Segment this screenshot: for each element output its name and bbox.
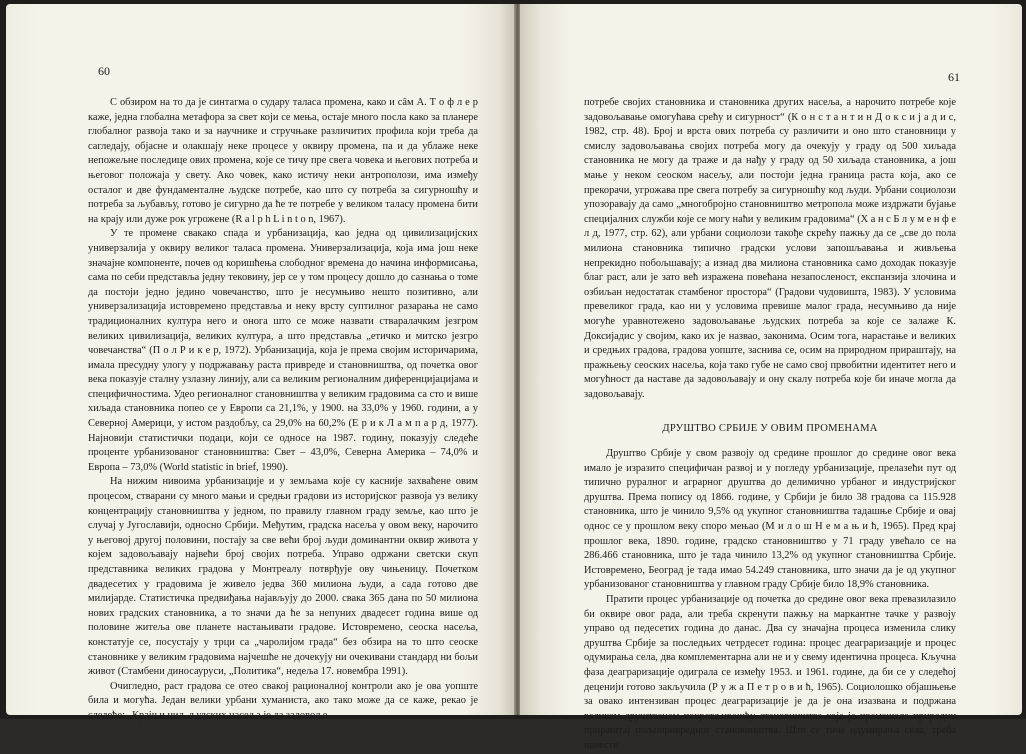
paragraph: потребе својих становника и становника других насеља, а нарочито потребе које задовољавање омогућава срећу и сигурност“ (К о н с т а н т и н Д о к с и ј а д и с, 1982, стр. 48). Број и врста ових потреба су различити и оно што становници у смислу задовољавања својих потреба могу да очекују у граду од 500 хиљада становника не могу да траже и да нађу у граду од 50 хиљада становника, а још мање у неком сеоском насељу, али постоји једна граница раста која, ако се прекорачи, угрожава пре свега потребу за сигурношћу код људи. Урбани социолози упозоравају да само „многобројно становништво метропола може издржати бујање специјалних служби које се могу наћи у великим градовима“ (Х а н с Б л у м е н ф е л д, 1977, стр. 62), али урбани социолози такође скрећу пажњу да се „све до пола милиона становника типично градски услови запошљавања и живљења непрекидно побољшавају; а изнад два милиона становника само доходак показује благ раст, али је зато већ изражена повећана незапосленост, експанзија злочина и озбиљан недостатак стамбеног простора“ (Градови чудовишта, 1983). У условима превеликог града, као ни у условима превише малог града, несумњиво да није могуће уравнотежено задовољавање људских потреба за које се залаже К. Доксијадис у својим, како их је назвао, законима. Осим тога, нарастање и великих и средњих градова, градова уопште, заснива се, осим на природном прираштају, на пражњењу сеоских насеља, која тако губе не само свој првобитни идентитет него и могућност да наставе да задовољавају и ону скалу потреба које би иначе могла да задовољавају. xyxy=(584,97,956,400)
page-number: 60 xyxy=(98,64,110,78)
paragraph: У те промене свакако спада и урбанизација, као једна од цивилизацијских универзалија у оквиру великог таласа промена. Универзализација, која има још неке значајне компоненте, почев од коришћења слободног времена до начина информисања, сама по себи представља једну тековину, јер се у том процесу дошло до сазнања о томе да постоји једно једино човечанство, што је несумњиво нешто позитивно, али универзализација истовремено представља и неку врсту суптилног разарања не само традиционалних култура него и онога што се може назвати стваралачким језгром великих цивилизација, великих култура, а што представља „етичко и митско језгро човечанства“ (П о л Р и к е р, 1972). Урбанизација, која је према својим историчарима, имала пресудну улогу у подржавању раста привреде и становништва, од почетка овог века показује сталну узлазну линију, али са великим регионалним диференцијацијама и специфичностима. Удео регионалног становништва у великим градовима са сто и више хиљада становника попео се у Европи са 21,1%, у 1900. на 33,0% у 1960. години, а у Северној Америци, у истом раздобљу, са 29,0% на 60,2% (Е р и к Л а м п а р д, 1977). Најновији статистички подаци, који се односе на 1987. годину, показују следеће проценте урбанизованог становништва: Свет – 43,0%, Северна Америка – 74,0% и Европа – 73,0% (World statistic in brief, 1990). xyxy=(88,228,478,473)
paragraph: Пратити процес урбанизације од почетка до средине овог века превазилазило би оквире овог рада, али треба скренути пажњу на маркантне тачке у развоју управо од педесетих година до данас. Два су значајна процеса изменила слику друштва Србије за последњих четрдесет година: процес деаграризације и процес одумирања села, два комплементарна али не и у свему идентична процеса. Кључна фаза деаграризације одиграла се између 1953. и 1961. године, да би се у следећој деценији готово закључила (Р у ж а П е т р о в и ћ, 1965). Социолошко објашњење за овако интензиван процес деаграризације је да је она изазвана и подржана великом друштвеном покретљивошћу становништва која је премашала природни прираштај пољопривредног становништва. Што се тиче одумирања села, треба навести xyxy=(584,594,956,751)
section-heading: ДРУШТВО СРБИЈЕ У ОВИМ ПРОМЕНАМА xyxy=(662,423,878,435)
left-page-text xyxy=(88,96,478,724)
right-page xyxy=(520,4,1022,751)
paragraph: На нижим нивоима урбанизације и у земљама које су касније захваћене овим процесом, стварани су много мањи и средњи градови из историјског развоја уз велику концентрацију становништва у једном, по правилу главном граду земље, као што је случај у Југославији, односно Србији. Међутим, градска насеља у овом веку, нарочито у његовој другој половини, постају за све већи број људи доминантни оквир живота у којем задовољавају највећи број својих потреба. Управо одржани светски скуп представника великих градова у Монтреалу потврђује ову чињеницу. Почетком двадесетих у градовима је живело једва 360 милиона људи, а сада готово две милијарде. Статистичка предвиђања најављују до 2000. свака 365 дана по 50 милиона нових градских становника, а то значи да ће за непуних двадесет година више од половине житеља ове планете настањивати градове. Истовремено, сеоска насеља, констатује се, посустају у трци са „чаролијом града“ без обзира на то што сеоске становнике у великим градовима најчешће не дочекују ни очекивани стандард ни бољи живот (Стамбени диносауруси, „Политика“, недеља 17. новембра 1991). xyxy=(88,476,478,678)
page-number: 61 xyxy=(948,70,960,84)
paragraph: Очигледно, раст градова се отео свакој рационалној контроли ако је ова уопште била и могућа. Један велики урбани хуманиста, ако тако може да се каже, рекао је следеће: „Крајњи циљ људских насеља је да задовоље xyxy=(88,680,478,721)
left-page xyxy=(6,4,515,721)
paragraph: Друштво Србије у свом развоју од средине прошлог до средине овог века имало је изразито специфичан развој и у погледу урбанизације, прелазећи пут од типично руралног и аграрног друштва до делимично урбаног и индустријског друштва. Према попису од 1866. године, у Србији је било 38 градова са 115.928 становника, што је чинило 9,5% од укупног становништва тадашње Србије и овај однос се у прошлом веку споро мењао (М и л о ш Н е м а њ и ћ, 1965). Пред крај прошлог века, 1890. године, градско становништво у 71 граду увећало се на 286.466 становника, што је тада чинило 13,2% од укупног становништва Србије. Истовремено, Београд је тада имао 54.249 становника, што значи да је од укупног урбанизованог становништва у главном граду Србије било 18,9% становника. xyxy=(584,448,956,591)
paragraph: С обзиром на то да је синтагма о судару таласа промена, како и сâм А. Т о ф л е р каже, једна глобална метафора за свет који се мења, остаје много посла како за планере глобалног развоја тако и за научнике и стручњаке различитих профила који треба да сагледају, објасне и олакшају неке процесе у оквиру промена, па и да ублаже неке непожељне последице ових промена, које се тичу пре свега човека и његових потреба и његовог положаја у свету. Ако човек, како истичу неки антрополози, има између осталог и две фундаменталне људске потребе, као што су потреба за сигурношћу и потреба за љубављу, готово је сигурно да ће те потребе у великом таласу промена бити на крају или дуже рок угрожене (R a l p h L i n t o n, 1967). xyxy=(88,97,478,225)
right-page-text xyxy=(584,96,956,754)
